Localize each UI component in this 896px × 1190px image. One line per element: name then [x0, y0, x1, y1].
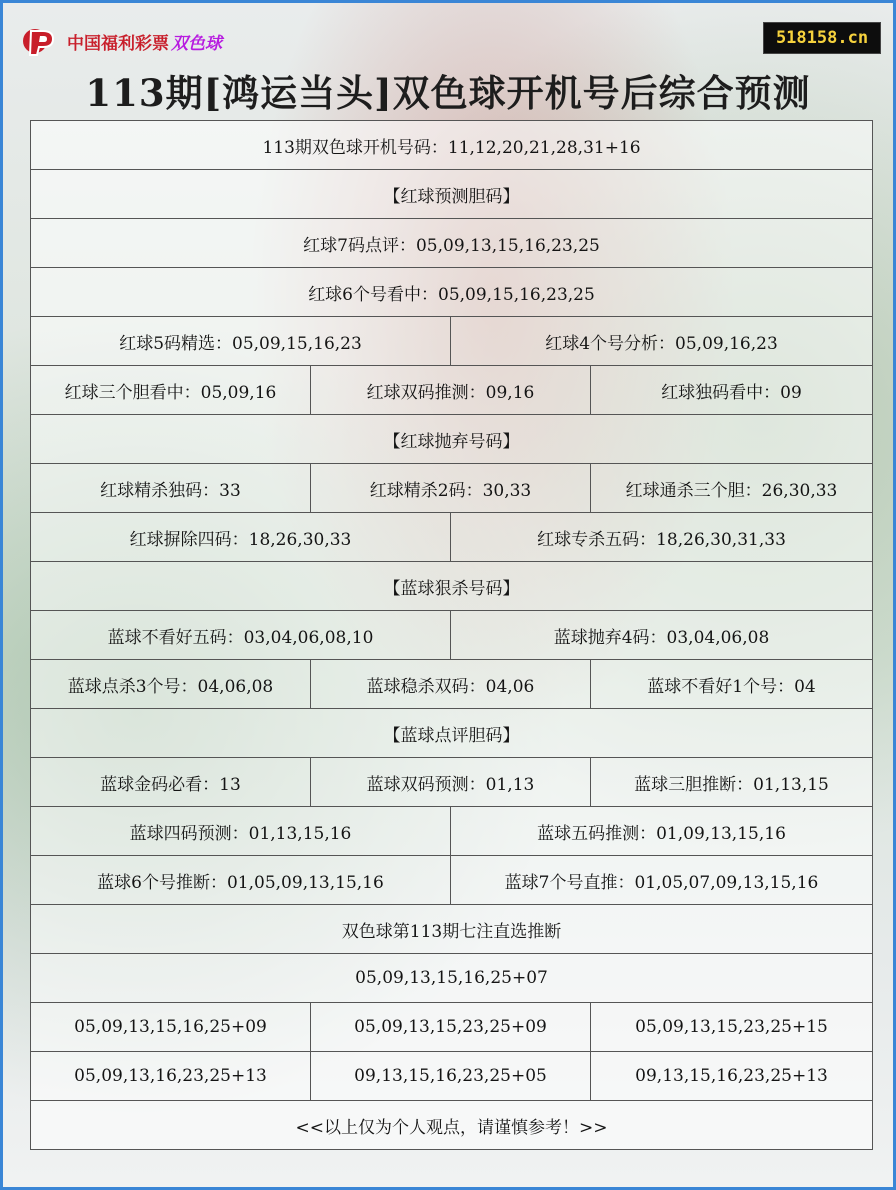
table-row: [31, 611, 873, 660]
redkill3-cell: 红球通杀三个胆：26,30,33: [591, 464, 873, 513]
section-blue-kill: 【蓝球狠杀号码】: [31, 562, 873, 611]
redkill1-cell: 红球精杀独码：33: [31, 464, 311, 513]
redkill2-cell: 红球精杀2码：30,33: [311, 464, 591, 513]
red6-cell: 红球6个号看中：05,09,15,16,23,25: [31, 268, 873, 317]
combo3-cell: 05,09,13,15,23,25+09: [311, 1003, 591, 1052]
table-row: [31, 366, 873, 415]
table-row: [31, 905, 873, 954]
site-badge: 518158.cn: [763, 22, 881, 54]
table-row: [31, 170, 873, 219]
table-row: [31, 758, 873, 807]
combo6-cell: 09,13,15,16,23,25+05: [311, 1052, 591, 1101]
footer-note: <<以上仅为个人观点，请谨慎参考！>>: [31, 1101, 873, 1150]
blue6-cell: 蓝球6个号推断：01,05,09,13,15,16: [31, 856, 451, 905]
blue5-cell: 蓝球五码推测：01,09,13,15,16: [451, 807, 873, 856]
page-frame: [3, 3, 893, 1187]
blue7-cell: 蓝球7个号直推：01,05,07,09,13,15,16: [451, 856, 873, 905]
table-row: [31, 268, 873, 317]
table-row: [31, 660, 873, 709]
logo-name: 中国福利彩票: [67, 33, 169, 54]
table-row: [31, 513, 873, 562]
red5-cell: 红球5码精选：05,09,15,16,23: [31, 317, 451, 366]
combo5-cell: 05,09,13,16,23,25+13: [31, 1052, 311, 1101]
table-row: [31, 464, 873, 513]
table-row: [31, 856, 873, 905]
bluekill3-cell: 蓝球点杀3个号：04,06,08: [31, 660, 311, 709]
table-row: [31, 1052, 873, 1101]
bluekill5-cell: 蓝球不看好五码：03,04,06,08,10: [31, 611, 451, 660]
red7-cell: 红球7码点评：05,09,13,15,16,23,25: [31, 219, 873, 268]
table-row: [31, 415, 873, 464]
welfare-lottery-logo-icon: [21, 25, 61, 57]
page-title: 113期[鸿运当头]双色球开机号后综合预测: [85, 71, 811, 115]
table-row: [31, 317, 873, 366]
table-row: [31, 219, 873, 268]
red1-cell: 红球独码看中：09: [591, 366, 873, 415]
table-row: [31, 121, 873, 170]
blue4-cell: 蓝球四码预测：01,13,15,16: [31, 807, 451, 856]
bluekill4-cell: 蓝球抛弃4码：03,04,06,08: [451, 611, 873, 660]
combo1-cell: 05,09,13,15,16,25+07: [31, 954, 873, 1003]
bluekill2-cell: 蓝球稳杀双码：04,06: [311, 660, 591, 709]
header: [3, 3, 893, 120]
table-row: [31, 709, 873, 758]
redkill4-cell: 红球摒除四码：18,26,30,33: [31, 513, 451, 562]
section-red-dan: 【红球预测胆码】: [31, 170, 873, 219]
bluekill1-cell: 蓝球不看好1个号：04: [591, 660, 873, 709]
section-blue-dan: 【蓝球点评胆码】: [31, 709, 873, 758]
red2-cell: 红球双码推测：09,16: [311, 366, 591, 415]
redkill5-cell: 红球专杀五码：18,26,30,31,33: [451, 513, 873, 562]
logo-text: [67, 29, 222, 54]
table-row: [31, 562, 873, 611]
logo-ssq: 双色球: [171, 33, 222, 54]
kaiji-cell: 113期双色球开机号码：11,12,20,21,28,31+16: [31, 121, 873, 170]
section-red-kill: 【红球抛弃号码】: [31, 415, 873, 464]
table-row: [31, 1101, 873, 1150]
red3-cell: 红球三个胆看中：05,09,16: [31, 366, 311, 415]
table-row: [31, 954, 873, 1003]
combo7-cell: 09,13,15,16,23,25+13: [591, 1052, 873, 1101]
blue1-cell: 蓝球金码必看：13: [31, 758, 311, 807]
combo4-cell: 05,09,13,15,23,25+15: [591, 1003, 873, 1052]
blue2-cell: 蓝球双码预测：01,13: [311, 758, 591, 807]
red4-cell: 红球4个号分析：05,09,16,23: [451, 317, 873, 366]
section-seven-picks: 双色球第113期七注直选推断: [31, 905, 873, 954]
blue3-cell: 蓝球三胆推断：01,13,15: [591, 758, 873, 807]
lottery-logo: [21, 25, 222, 57]
table-row: [31, 1003, 873, 1052]
table-row: [31, 807, 873, 856]
combo2-cell: 05,09,13,15,16,25+09: [31, 1003, 311, 1052]
prediction-table: [30, 120, 873, 1150]
